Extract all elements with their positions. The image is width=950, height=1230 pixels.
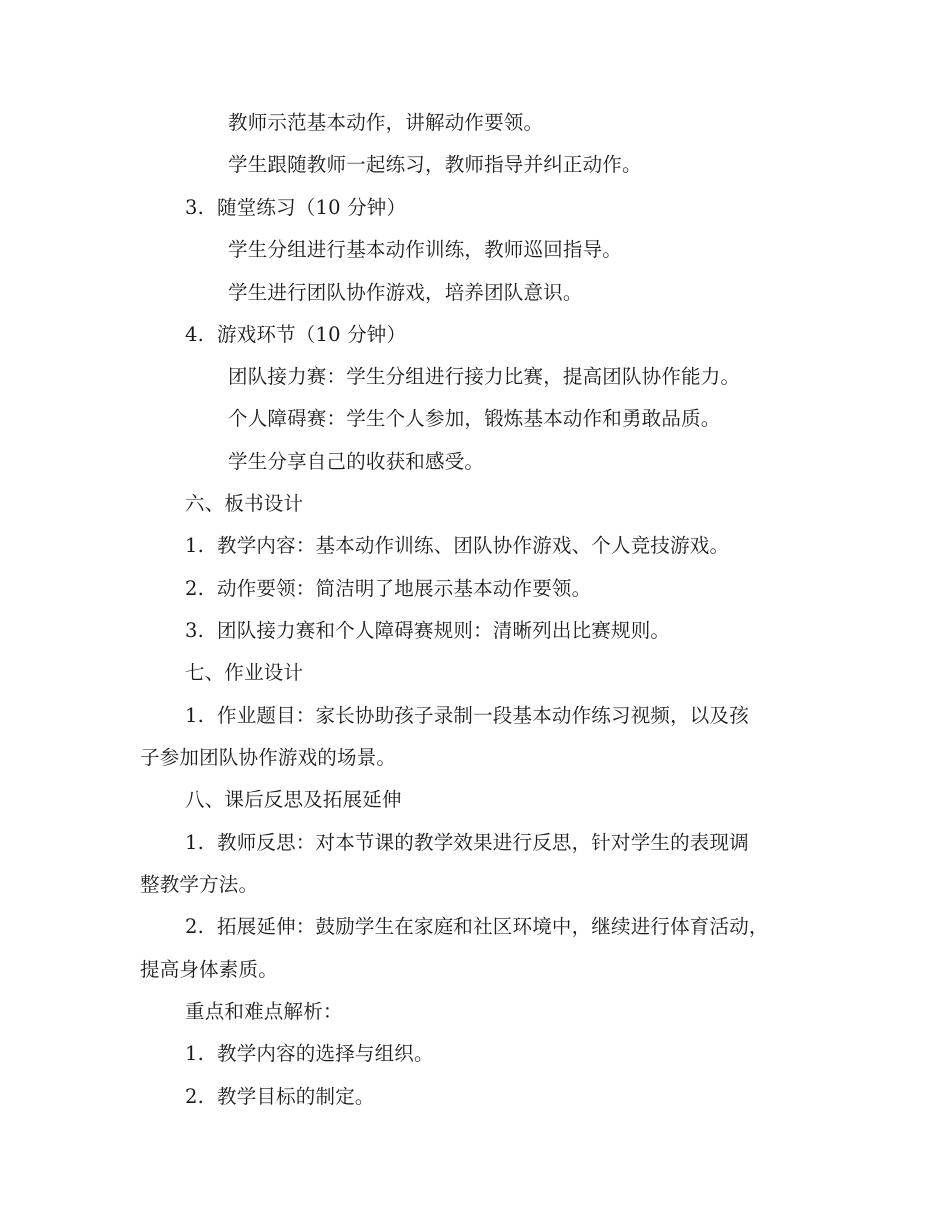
continuation-line — [140, 872, 258, 898]
numbered-item — [185, 1084, 375, 1110]
numbered-item — [185, 195, 406, 221]
numbered-item — [185, 703, 749, 729]
item-number: 2. — [185, 577, 205, 600]
line-text: 拓展延伸：鼓励学生在家庭和社区环境中，继续进行体育活动， — [217, 915, 769, 938]
line-text: 提高身体素质。 — [140, 958, 278, 981]
heading-text: 六、板书设计 — [185, 492, 304, 515]
continuation-line — [140, 957, 278, 983]
item-number: 3. — [185, 619, 205, 642]
line-text: 游戏环节（10 分钟） — [217, 323, 407, 346]
body-text-line — [228, 449, 484, 475]
section-heading — [185, 787, 402, 813]
body-text-line — [228, 152, 642, 178]
numbered-item — [185, 618, 670, 644]
numbered-item — [185, 830, 749, 856]
item-number: 1. — [185, 534, 205, 557]
line-text: 教学目标的制定。 — [217, 1085, 375, 1108]
item-number: 1. — [185, 831, 205, 854]
section-heading — [185, 999, 343, 1025]
heading-text: 七、作业设计 — [185, 661, 304, 684]
numbered-item — [185, 914, 769, 940]
numbered-item — [185, 1041, 434, 1067]
body-text-line — [228, 406, 721, 432]
line-text: 学生进行团队协作游戏，培养团队意识。 — [228, 281, 583, 304]
body-text-line — [228, 364, 740, 390]
numbered-item — [185, 533, 729, 559]
item-number: 3. — [185, 196, 205, 219]
line-text: 教学内容的选择与组织。 — [217, 1042, 434, 1065]
numbered-item — [185, 576, 591, 602]
heading-text: 重点和难点解析： — [185, 1000, 343, 1023]
line-text: 学生分组进行基本动作训练，教师巡回指导。 — [228, 238, 623, 261]
section-heading — [185, 491, 303, 517]
item-number: 4. — [185, 323, 205, 346]
heading-text: 八、课后反思及拓展延伸 — [185, 788, 402, 811]
line-text: 教学内容：基本动作训练、团队协作游戏、个人竞技游戏。 — [217, 534, 730, 557]
line-text: 个人障碍赛：学生个人参加，锻炼基本动作和勇敢品质。 — [228, 407, 721, 430]
line-text: 作业题目：家长协助孩子录制一段基本动作练习视频，以及孩 — [217, 704, 749, 727]
item-number: 1. — [185, 704, 205, 727]
numbered-item — [185, 322, 406, 348]
line-text: 教师示范基本动作，讲解动作要领。 — [228, 111, 544, 134]
line-text: 随堂练习（10 分钟） — [217, 196, 407, 219]
body-text-line — [228, 110, 543, 136]
continuation-line — [140, 745, 396, 771]
item-number: 1. — [185, 1042, 205, 1065]
body-text-line — [228, 280, 583, 306]
line-text: 动作要领：简洁明了地展示基本动作要领。 — [217, 577, 592, 600]
item-number: 2. — [185, 1085, 205, 1108]
body-text-line — [228, 237, 622, 263]
line-text: 学生分享自己的收获和感受。 — [228, 450, 485, 473]
line-text: 教师反思：对本节课的教学效果进行反思，针对学生的表现调 — [217, 831, 749, 854]
line-text: 子参加团队协作游戏的场景。 — [140, 746, 397, 769]
line-text: 团队接力赛和个人障碍赛规则：清晰列出比赛规则。 — [217, 619, 671, 642]
item-number: 2. — [185, 915, 205, 938]
line-text: 整教学方法。 — [140, 873, 259, 896]
line-text: 学生跟随教师一起练习，教师指导并纠正动作。 — [228, 153, 642, 176]
section-heading — [185, 660, 303, 686]
line-text: 团队接力赛：学生分组进行接力比赛，提高团队协作能力。 — [228, 365, 741, 388]
